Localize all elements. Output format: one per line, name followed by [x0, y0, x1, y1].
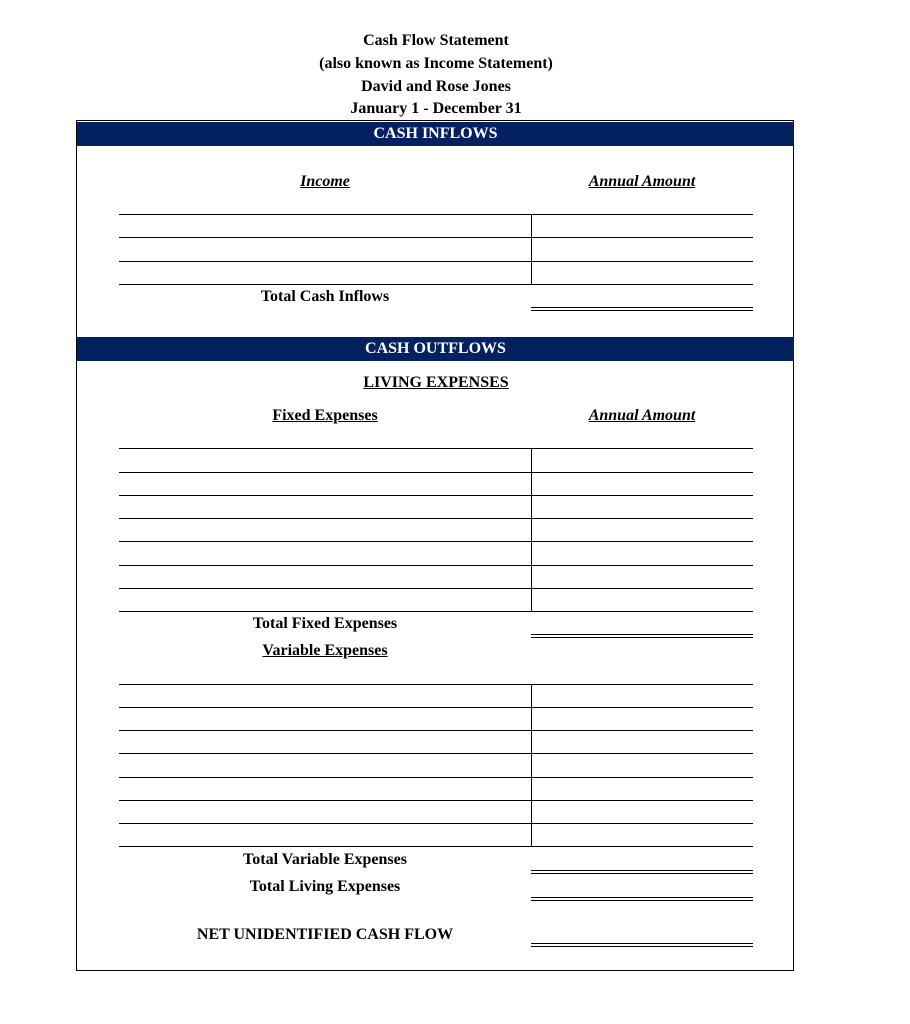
table-row-line [119, 541, 753, 542]
living-expenses-header: LIVING EXPENSES [363, 374, 509, 391]
total-variable-expenses-amount-line [531, 870, 753, 874]
total-variable-expenses-label: Total Variable Expenses [243, 851, 407, 868]
total-cash-inflows-label: Total Cash Inflows [260, 288, 390, 305]
table-row-line [119, 684, 753, 685]
table-row-line [119, 237, 753, 238]
column-divider [531, 684, 532, 846]
table-row-line [119, 823, 753, 824]
total-fixed-expenses-amount-line [531, 634, 753, 638]
table-row-line [119, 565, 753, 566]
total-living-expenses-label: Total Living Expenses [249, 878, 401, 895]
statement-subtitle: (also known as Income Statement) [319, 55, 553, 72]
table-row-line [119, 495, 753, 496]
table-row-line [119, 777, 753, 778]
variable-expenses-header: Variable Expenses [262, 642, 388, 659]
total-living-expenses-amount-line [531, 897, 753, 901]
table-row-line [119, 518, 753, 519]
table-row-line [119, 800, 753, 801]
outflows-amount-column-header: Annual Amount [588, 407, 696, 424]
column-divider [531, 448, 532, 611]
table-row-line [119, 846, 753, 847]
table-row-line [119, 588, 753, 589]
column-divider [531, 214, 532, 284]
table-row-line [119, 611, 753, 612]
table-row-line [119, 730, 753, 731]
statement-frame [76, 120, 794, 971]
table-row-line [119, 284, 753, 285]
table-row-line [119, 261, 753, 262]
net-unidentified-cash-flow-label: NET UNIDENTIFIED CASH FLOW [196, 926, 454, 943]
table-row-line [119, 472, 753, 473]
total-cash-inflows-amount-line [531, 307, 753, 311]
table-row-line [119, 753, 753, 754]
statement-title: Cash Flow Statement [363, 32, 509, 49]
statement-period: January 1 - December 31 [350, 100, 522, 117]
statement-names: David and Rose Jones [361, 78, 511, 95]
net-unidentified-cash-flow-amount-line [531, 943, 753, 947]
fixed-expenses-header: Fixed Expenses [272, 407, 378, 424]
inflows-amount-column-header: Annual Amount [588, 173, 696, 190]
cash-inflows-band: CASH INFLOWS [77, 122, 794, 146]
cash-outflows-band: CASH OUTFLOWS [77, 337, 794, 361]
table-row-line [119, 214, 753, 215]
table-row-line [119, 448, 753, 449]
table-row-line [119, 707, 753, 708]
income-column-header: Income [300, 173, 350, 190]
total-fixed-expenses-label: Total Fixed Expenses [252, 615, 398, 632]
